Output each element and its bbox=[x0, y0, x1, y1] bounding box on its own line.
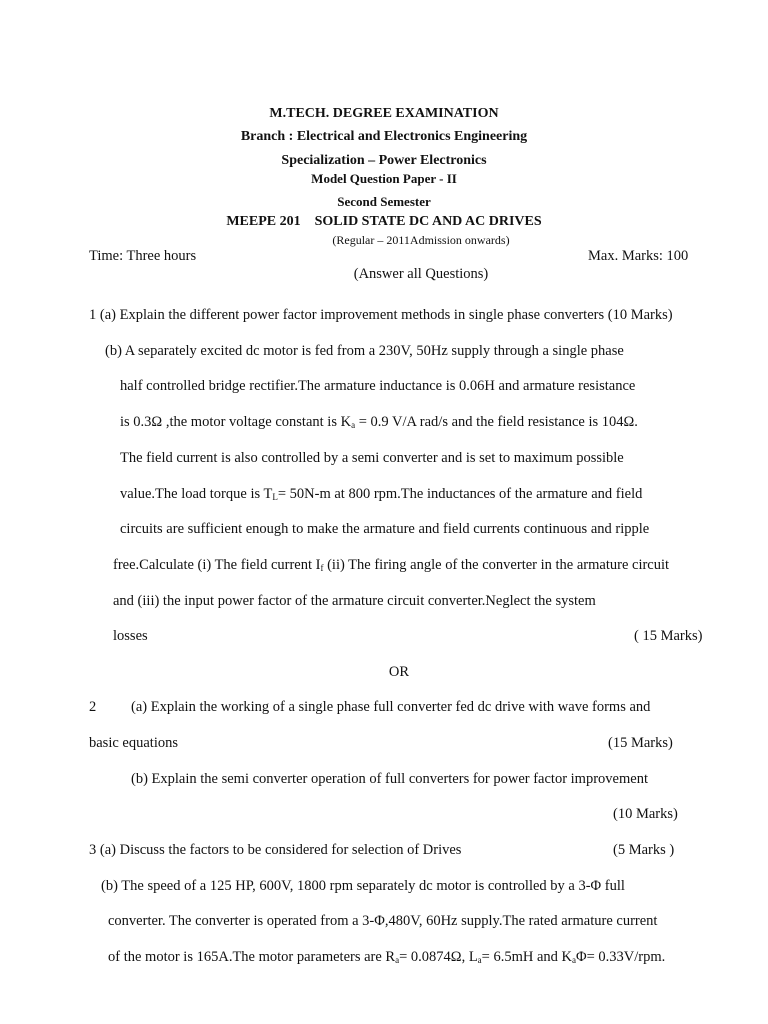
q3b-line1: (b) The speed of a 125 HP, 600V, 1800 rpm separately dc motor is controlled by a 3-Φ full bbox=[101, 878, 625, 894]
q3a-marks: (5 Marks ) bbox=[613, 842, 675, 858]
q1b-line7-pre: free.Calculate (i) The field current I bbox=[113, 557, 321, 573]
q1b-line3-sub: a bbox=[351, 420, 356, 430]
specialization-line: Specialization – Power Electronics bbox=[281, 153, 487, 168]
q3a-text: 3 (a) Discuss the factors to be considered for selection of Drives bbox=[89, 842, 462, 858]
q3b-line3-mid1: = 0.0874Ω, L bbox=[399, 949, 478, 965]
or-separator: OR bbox=[388, 664, 410, 680]
q1b-line5-post: = 50N-m at 800 rpm.The inductances of the armature and field bbox=[277, 486, 643, 502]
exam-title: M.TECH. DEGREE EXAMINATION bbox=[269, 106, 499, 121]
q1b-line8: and (iii) the input power factor of the armature circuit converter.Neglect the system bbox=[113, 593, 596, 609]
course-code: MEEPE 201 bbox=[226, 214, 301, 229]
q1b-line3 bbox=[120, 413, 638, 431]
q3b-line3 bbox=[108, 948, 665, 966]
q2a-line1: (a) Explain the working of a single phase full converter fed dc drive with wave forms and bbox=[131, 699, 651, 715]
q1b-line7 bbox=[113, 556, 669, 574]
q1b-line5 bbox=[120, 485, 642, 503]
q3b-line3-mid2: = 6.5mH and K bbox=[481, 949, 573, 965]
instruction-line: (Answer all Questions) bbox=[353, 266, 489, 282]
q3b-line3-sub3: a bbox=[572, 955, 577, 965]
paper-title: Model Question Paper - II bbox=[311, 171, 457, 186]
q1b-line1: (b) A separately excited dc motor is fed from a 230V, 50Hz supply through a single phase bbox=[105, 343, 624, 359]
q2a-line2: basic equations bbox=[89, 735, 178, 751]
q1b-line3-post: = 0.9 V/A rad/s and the field resistance is 104Ω. bbox=[355, 414, 638, 430]
q1b-line9: losses bbox=[113, 628, 148, 644]
max-marks: Max. Marks: 100 bbox=[588, 248, 689, 264]
q2-number: 2 bbox=[89, 699, 97, 715]
q3b-line3-sub2: a bbox=[477, 955, 482, 965]
q3b-line3-pre1: of the motor is 165A.The motor parameters are R bbox=[108, 949, 396, 965]
course-line bbox=[0, 213, 768, 231]
q3b-line3-sub1: a bbox=[395, 955, 400, 965]
q1b-line5-pre: value.The load torque is T bbox=[120, 486, 273, 502]
q1b-line2: half controlled bridge rectifier.The armature inductance is 0.06H and armature resistance bbox=[120, 378, 636, 394]
q1b-line6: circuits are sufficient enough to make the armature and field currents continuous and ripple bbox=[120, 521, 650, 537]
course-title: SOLID STATE DC AND AC DRIVES bbox=[314, 214, 542, 229]
q1b-line5-sub: L bbox=[272, 492, 278, 502]
q2b-marks: (10 Marks) bbox=[613, 806, 678, 822]
q2b-line1: (b) Explain the semi converter operation of full converters for power factor improvement bbox=[131, 771, 648, 787]
time-label: Time: Three hours bbox=[89, 248, 197, 264]
semester-line: Second Semester bbox=[337, 194, 431, 209]
q1b-line4: The field current is also controlled by a semi converter and is set to maximum possible bbox=[120, 450, 624, 466]
q1b-line7-sub: f bbox=[320, 563, 324, 573]
q1b-line3-pre: is 0.3Ω ,the motor voltage constant is K bbox=[120, 414, 352, 430]
q1a-text: 1 (a) Explain the different power factor improvement methods in single phase converters (10 Marks) bbox=[89, 307, 673, 323]
branch-line: Branch : Electrical and Electronics Engineering bbox=[240, 129, 528, 144]
q1b-line7-post: (ii) The firing angle of the converter in the armature circuit bbox=[323, 557, 670, 573]
q2a-marks: (15 Marks) bbox=[608, 735, 673, 751]
q1b-marks: ( 15 Marks) bbox=[634, 628, 703, 644]
regulation-line: (Regular – 2011Admission onwards) bbox=[332, 233, 510, 247]
q3b-line2: converter. The converter is operated from a 3-Φ,480V, 60Hz supply.The rated armature current bbox=[108, 913, 658, 929]
q3b-line3-post: Φ= 0.33V/rpm. bbox=[576, 949, 666, 965]
